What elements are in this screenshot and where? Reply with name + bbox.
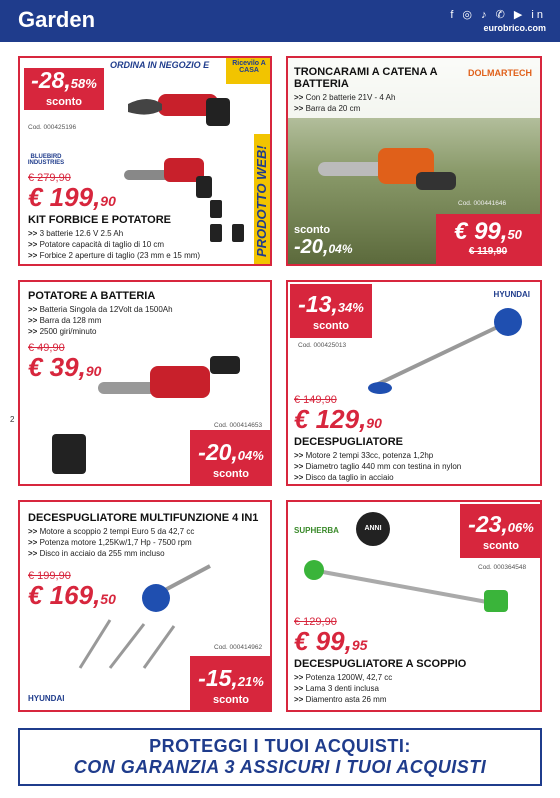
new-price: € 129,90 <box>294 404 382 434</box>
feature-item: >> 3 batterie 12.6 V 2.5 Ah <box>28 228 254 239</box>
price-badge: € 99,50 € 119,90 <box>436 214 540 264</box>
product-code: Cod. 000425196 <box>28 124 77 131</box>
discount-badge: -15,21% sconto <box>190 656 272 710</box>
feature-item: >> Potenza 1200W, 42,7 cc <box>294 672 534 683</box>
product-card-kit-forbice[interactable] <box>18 56 272 266</box>
product-code: Cod. 000414653 <box>214 422 263 429</box>
brand-logo: HYUNDAI <box>493 290 530 299</box>
new-price: € 169,50 <box>28 580 116 610</box>
feature-item: >> Potenza motore 1,25Kw/1,7 Hp - 7500 rpm <box>28 537 264 548</box>
warranty-subline: CON GARANZIA 3 ASSICURI I TUOI ACQUISTI <box>73 757 487 777</box>
battery-image <box>50 432 90 478</box>
social-icons[interactable]: f ◎ ♪ ✆ ▶ in <box>450 9 546 21</box>
brushcutter-image <box>298 554 518 624</box>
feature-item: >> Motore a scoppio 2 tempi Euro 5 da 42,7 cc <box>28 526 264 537</box>
feature-list <box>294 672 534 705</box>
web-product-label: PRODOTTO WEB! <box>254 134 272 266</box>
product-title: DECESPUGLIATORE <box>294 436 403 448</box>
discount-badge: -28,58% sconto <box>24 68 104 110</box>
product-code: Cod. 000364548 <box>478 564 527 571</box>
feature-item: >> Diamentro asta 26 mm <box>294 694 534 705</box>
feature-list <box>28 526 264 559</box>
product-title: KIT FORBICE E POTATORE <box>28 214 172 226</box>
chainsaw-photo <box>318 132 468 222</box>
discount-badge: -20,04% sconto <box>190 430 272 484</box>
feature-item: >> Motore 2 tempi 33cc, potenza 1,2hp <box>294 450 534 461</box>
warranty-headline: PROTEGGI I TUOI ACQUISTI: <box>149 736 411 756</box>
section-title: Garden <box>18 7 96 32</box>
brushcutter-image <box>368 304 528 404</box>
feature-item: >> Lama 3 denti inclusa <box>294 683 534 694</box>
product-code: Cod. 000425013 <box>298 342 347 349</box>
header-bar <box>0 0 560 42</box>
feature-item: >> Potatore capacità di taglio di 10 cm <box>28 239 254 250</box>
feature-item: >> Disco in acciaio da 255 mm incluso <box>28 548 264 559</box>
product-card-troncarami[interactable] <box>286 56 542 266</box>
product-code: Cod. 000441646 <box>458 200 507 207</box>
new-price: € 99,95 <box>294 626 368 656</box>
brand-logo: DOLMARTECH <box>468 68 532 78</box>
pole-pruner-image <box>94 342 254 422</box>
page-number: 2 <box>10 415 15 424</box>
feature-list <box>294 450 534 483</box>
order-banner: ORDINA IN NEGOZIO E <box>110 60 210 70</box>
old-price: € 129,90 <box>294 616 337 628</box>
old-price: € 279,90 <box>28 172 71 184</box>
feature-item: >> Diametro taglio 440 mm con testina in nylon <box>294 461 534 472</box>
feature-item: >> Forbice 2 aperture di taglio (23 mm e 15 mm) <box>28 250 254 261</box>
discount-badge: -23,06% sconto <box>460 504 542 558</box>
feature-list <box>28 304 258 337</box>
pruner-image <box>118 84 238 154</box>
feature-item: >> Batteria Singola da 12Volt da 1500Ah <box>28 304 258 315</box>
product-code: Cod. 000414962 <box>214 644 263 651</box>
product-card-potatore[interactable] <box>18 280 272 486</box>
brand-logo: SUPHERBA <box>294 526 339 535</box>
product-card-multifunzione[interactable] <box>18 500 272 712</box>
old-price: € 149,90 <box>294 394 337 406</box>
product-title: POTATORE A BATTERIA <box>28 290 156 302</box>
website-link[interactable]: eurobrico.com <box>483 23 546 33</box>
feature-item: >> 2500 giri/minuto <box>28 326 258 337</box>
feature-item: >> Barra da 20 cm <box>294 103 494 114</box>
product-title: DECESPUGLIATORE A SCOPPIO <box>294 658 467 670</box>
feature-item: >> Barra da 128 mm <box>28 315 258 326</box>
product-title: TRONCARAMI A CATENA A BATTERIA <box>294 66 438 90</box>
discount-badge: -13,34% sconto <box>290 284 372 338</box>
product-card-decespugliatore-scoppio[interactable] <box>286 500 542 712</box>
brand-logo: HYUNDAI <box>28 694 65 703</box>
new-price: € 39,90 <box>28 352 102 382</box>
delivery-tag: Ricevilo A CASA <box>226 58 272 84</box>
feature-list <box>294 92 494 114</box>
product-title: DECESPUGLIATORE MULTIFUNZIONE 4 IN1 <box>28 512 259 524</box>
new-price: € 199,90 <box>28 182 116 212</box>
old-price: € 49,90 <box>28 342 65 354</box>
feature-item: >> Con 2 batterie 21V - 4 Ah <box>294 92 494 103</box>
anniversary-logo: ANNI <box>356 512 390 546</box>
brand-logo: BLUEBIRD INDUSTRIES <box>27 154 65 166</box>
discount-label: sconto -20,04% <box>294 224 353 258</box>
old-price: € 199,90 <box>28 570 71 582</box>
feature-list <box>28 228 254 261</box>
feature-item: >> Disco da taglio in acciaio <box>294 472 534 483</box>
warranty-banner[interactable] <box>18 728 542 786</box>
product-card-decespugliatore[interactable] <box>286 280 542 486</box>
